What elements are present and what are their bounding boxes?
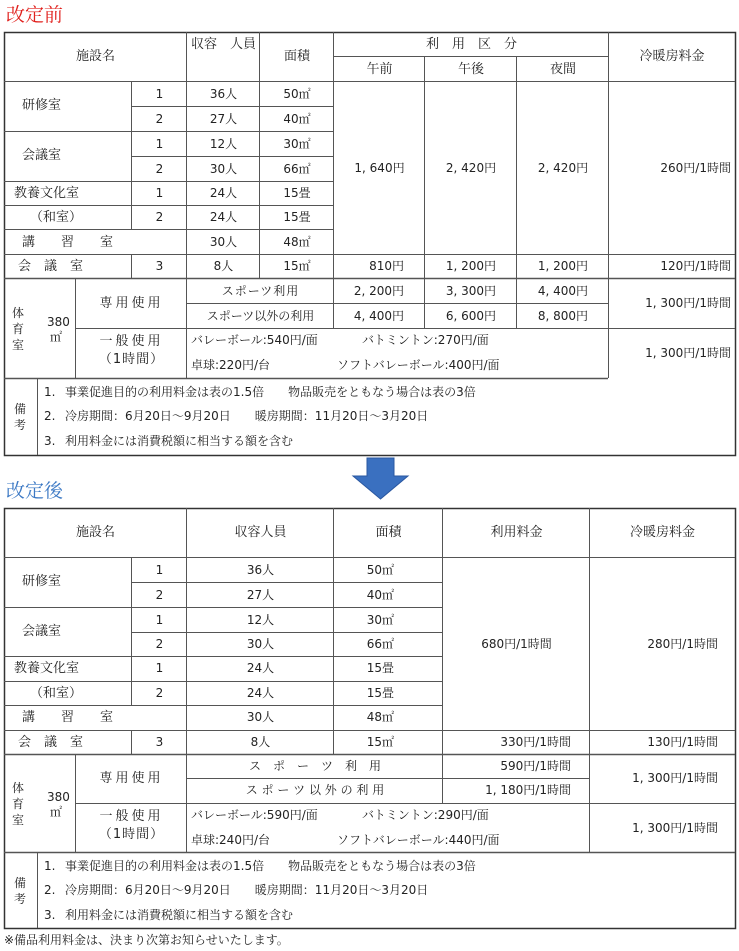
after-gym-exclusive-ac: 1, 300円/1時間 (632, 771, 718, 785)
after-washitsu-no: 2 (155, 686, 164, 700)
before-kaigi3-no: 3 (155, 259, 164, 273)
after-gym-badminton: バトミントン:290円/面 (362, 808, 489, 822)
after-kenshu-area2: 40㎡ (366, 588, 394, 602)
before-kenshu-name: 研修室 (22, 98, 62, 113)
after-kaigi-no1: 1 (155, 613, 164, 627)
after-heading: 改定後 (6, 480, 64, 502)
before-remarks-n3: 3. (44, 434, 56, 448)
before-gym-label: 体育室 (12, 306, 25, 352)
before-gym-tabletennis: 卓球:220円/台 (191, 358, 270, 372)
after-koshu-name: 講 習 室 (22, 710, 114, 725)
after-header-area: 面積 (375, 525, 402, 540)
before-remarks-line2: 冷房期間：6月20日～9月20日 暖房期間：11月20日～3月20日 (65, 409, 429, 423)
before-gym-area-unit: ㎡ (50, 330, 63, 344)
after-remarks-line2: 冷房期間：6月20日～9月20日 暖房期間：11月20日～3月20日 (65, 883, 429, 897)
after-koshu-area: 48㎡ (366, 710, 394, 724)
before-heading: 改定前 (6, 4, 64, 26)
after-header-facility: 施設名 (75, 525, 115, 540)
after-kaigi3-cap: 8人 (250, 735, 271, 749)
after-gym-general-sub: （1時間） (98, 827, 165, 842)
before-kaigi3-area: 15㎡ (283, 259, 311, 273)
before-kyoyo-area: 15畳 (283, 186, 311, 200)
before-kaigi-no2: 2 (155, 162, 164, 176)
before-gym-general-sub: （1時間） (98, 352, 165, 367)
after-gym-general-ac: 1, 300円/1時間 (632, 821, 718, 835)
before-gym-sports-m: 2, 200円 (353, 284, 404, 298)
before-gym-badminton: バトミントン:270円/面 (362, 333, 489, 347)
before-kaigi-name: 会議室 (22, 148, 62, 163)
before-morning-fee: 1, 640円 (354, 161, 405, 175)
after-gym-softvolley: ソフトバレーボール:440円/面 (337, 833, 500, 847)
before-washitsu-area: 15畳 (283, 210, 311, 224)
after-washitsu-cap: 24人 (246, 686, 275, 700)
after-remarks-line1: 事業促進目的の利用料金は表の1.5倍 物品販売をともなう場合は表の3倍 (65, 859, 476, 873)
before-header-night: 夜間 (549, 62, 576, 77)
before-remarks-label: 備考 (14, 402, 27, 432)
before-kyoyo-name: 教養文化室 (14, 186, 80, 201)
after-header-ac-fee: 冷暖房料金 (629, 525, 695, 540)
before-kaigi3-name: 会 議 室 (18, 259, 84, 274)
after-fee: 680円/1時間 (481, 637, 552, 651)
before-washitsu-cap: 24人 (209, 210, 238, 224)
after-gym-other: ス ポ ー ツ 以 外 の 利 用 (245, 783, 385, 797)
after-kaigi-area2: 66㎡ (366, 637, 394, 651)
after-gym-exclusive: 専用使用 (99, 771, 164, 786)
after-gym-label: 体育室 (12, 781, 25, 827)
before-kaigi-cap2: 30人 (209, 162, 238, 176)
before-kaigi-cap1: 12人 (209, 137, 238, 151)
before-gym-sports-a: 3, 300円 (445, 284, 496, 298)
after-header-capacity: 収容人員 (234, 525, 287, 540)
before-gym-area-num: 380 (47, 315, 70, 329)
after-kenshu-area1: 50㎡ (366, 563, 394, 577)
after-washitsu-area: 15畳 (366, 686, 394, 700)
after-kaigi3-area: 15㎡ (366, 735, 394, 749)
before-koshu-cap: 30人 (209, 235, 238, 249)
after-kenshu-no2: 2 (155, 588, 164, 602)
after-remarks-label: 備考 (14, 876, 27, 906)
after-header-fee: 利用料金 (490, 525, 543, 540)
before-afternoon-fee: 2, 420円 (445, 161, 497, 175)
after-kaigi3-fee: 330円/1時間 (500, 735, 571, 749)
after-kaigi3-no: 3 (155, 735, 164, 749)
before-header-facility: 施設名 (75, 49, 115, 64)
before-washitsu-no: 2 (155, 210, 164, 224)
before-gym-volley: バレーボール:540円/面 (191, 333, 318, 347)
before-kenshu-area1: 50㎡ (283, 87, 311, 101)
before-kenshu-area2: 40㎡ (283, 112, 311, 126)
before-kaigi3-ac: 120円/1時間 (660, 259, 731, 273)
after-ac-fee: 280円/1時間 (647, 637, 718, 651)
before-remarks-line1: 事業促進目的の利用料金は表の1.5倍 物品販売をともなう場合は表の3倍 (65, 385, 476, 399)
before-header-morning: 午前 (366, 62, 393, 77)
before-header-area: 面積 (283, 49, 310, 64)
before-kenshu-cap2: 27人 (209, 112, 238, 126)
before-gym-other: スポーツ以外の利用 (206, 309, 315, 323)
after-gym-area-num: 380 (47, 790, 70, 804)
after-kaigi-area1: 30㎡ (366, 613, 394, 627)
before-kyoyo-no: 1 (155, 186, 164, 200)
before-gym-sports: スポーツ利用 (221, 284, 300, 298)
before-washitsu-name: （和室） (30, 210, 83, 225)
after-kaigi-no2: 2 (155, 637, 164, 651)
before-ac-fee: 260円/1時間 (660, 161, 731, 175)
before-gym-exclusive-ac: 1, 300円/1時間 (645, 296, 731, 310)
before-kenshu-no2: 2 (155, 112, 164, 126)
footnote: ※備品利用料金は、決まり次第お知らせいたします。 (4, 933, 289, 947)
after-kyoyo-cap: 24人 (246, 661, 275, 675)
after-washitsu-name: （和室） (30, 686, 83, 701)
before-kenshu-cap1: 36人 (209, 87, 238, 101)
after-kenshu-cap1: 36人 (246, 563, 275, 577)
after-remarks-line3: 利用料金には消費税額に相当する額を含む (65, 908, 294, 922)
before-kaigi-area1: 30㎡ (283, 137, 311, 151)
after-kyoyo-area: 15畳 (366, 661, 394, 675)
after-koshu-cap: 30人 (246, 710, 275, 724)
before-gym-softvolley: ソフトバレーボール:400円/面 (337, 358, 500, 372)
before-gym-other-n: 8, 800円 (537, 309, 588, 323)
before-gym-other-a: 6, 600円 (445, 309, 496, 323)
before-gym-sports-n: 4, 400円 (537, 284, 588, 298)
after-kyoyo-name: 教養文化室 (14, 661, 80, 676)
before-remarks-n1: 1. (44, 385, 56, 399)
before-header-afternoon: 午後 (457, 62, 484, 77)
before-gym-exclusive: 専用使用 (99, 296, 164, 311)
before-kyoyo-cap: 24人 (209, 186, 238, 200)
after-gym-sports-fee: 590円/1時間 (500, 759, 571, 773)
after-kaigi3-ac: 130円/1時間 (647, 735, 718, 749)
after-gym-other-fee: 1, 180円/1時間 (485, 783, 571, 797)
after-gym-area-unit: ㎡ (50, 805, 63, 819)
before-kaigi3-cap: 8人 (213, 259, 234, 273)
after-kaigi-cap1: 12人 (246, 613, 275, 627)
before-kenshu-no1: 1 (155, 87, 164, 101)
after-gym-sports: ス ポ ー ツ 利 用 (248, 759, 381, 773)
before-header-usage: 利 用 区 分 (425, 37, 517, 52)
before-remarks-n2: 2. (44, 409, 56, 423)
before-gym-general-ac: 1, 300円/1時間 (645, 346, 731, 360)
after-remarks-n3: 3. (44, 908, 56, 922)
after-remarks-n1: 1. (44, 859, 56, 873)
after-kenshu-cap2: 27人 (246, 588, 275, 602)
before-remarks-line3: 利用料金には消費税額に相当する額を含む (65, 434, 294, 448)
after-kyoyo-no: 1 (155, 661, 164, 675)
before-kaigi-area2: 66㎡ (283, 162, 311, 176)
before-header-ac-fee: 冷暖房料金 (639, 49, 705, 64)
before-kaigi3-afternoon: 1, 200円 (445, 259, 496, 273)
after-kenshu-no1: 1 (155, 563, 164, 577)
before-kaigi3-night: 1, 200円 (537, 259, 588, 273)
after-remarks-n2: 2. (44, 883, 56, 897)
before-header-capacity: 収容 人員 (190, 37, 256, 52)
after-gym-tabletennis: 卓球:240円/台 (191, 833, 270, 847)
after-gym-general: 一般使用 (99, 809, 164, 824)
before-koshu-area: 48㎡ (283, 235, 311, 249)
after-gym-volley: バレーボール:590円/面 (191, 808, 318, 822)
before-kaigi3-morning: 810円 (369, 259, 404, 273)
before-gym-general: 一般使用 (99, 334, 164, 349)
before-koshu-name: 講 習 室 (22, 235, 114, 250)
before-night-fee: 2, 420円 (537, 161, 589, 175)
after-kaigi-name: 会議室 (22, 624, 62, 639)
before-gym-other-m: 4, 400円 (353, 309, 404, 323)
after-kaigi-cap2: 30人 (246, 637, 275, 651)
after-kenshu-name: 研修室 (22, 574, 62, 589)
after-kaigi3-name: 会 議 室 (18, 735, 84, 750)
before-kaigi-no1: 1 (155, 137, 164, 151)
